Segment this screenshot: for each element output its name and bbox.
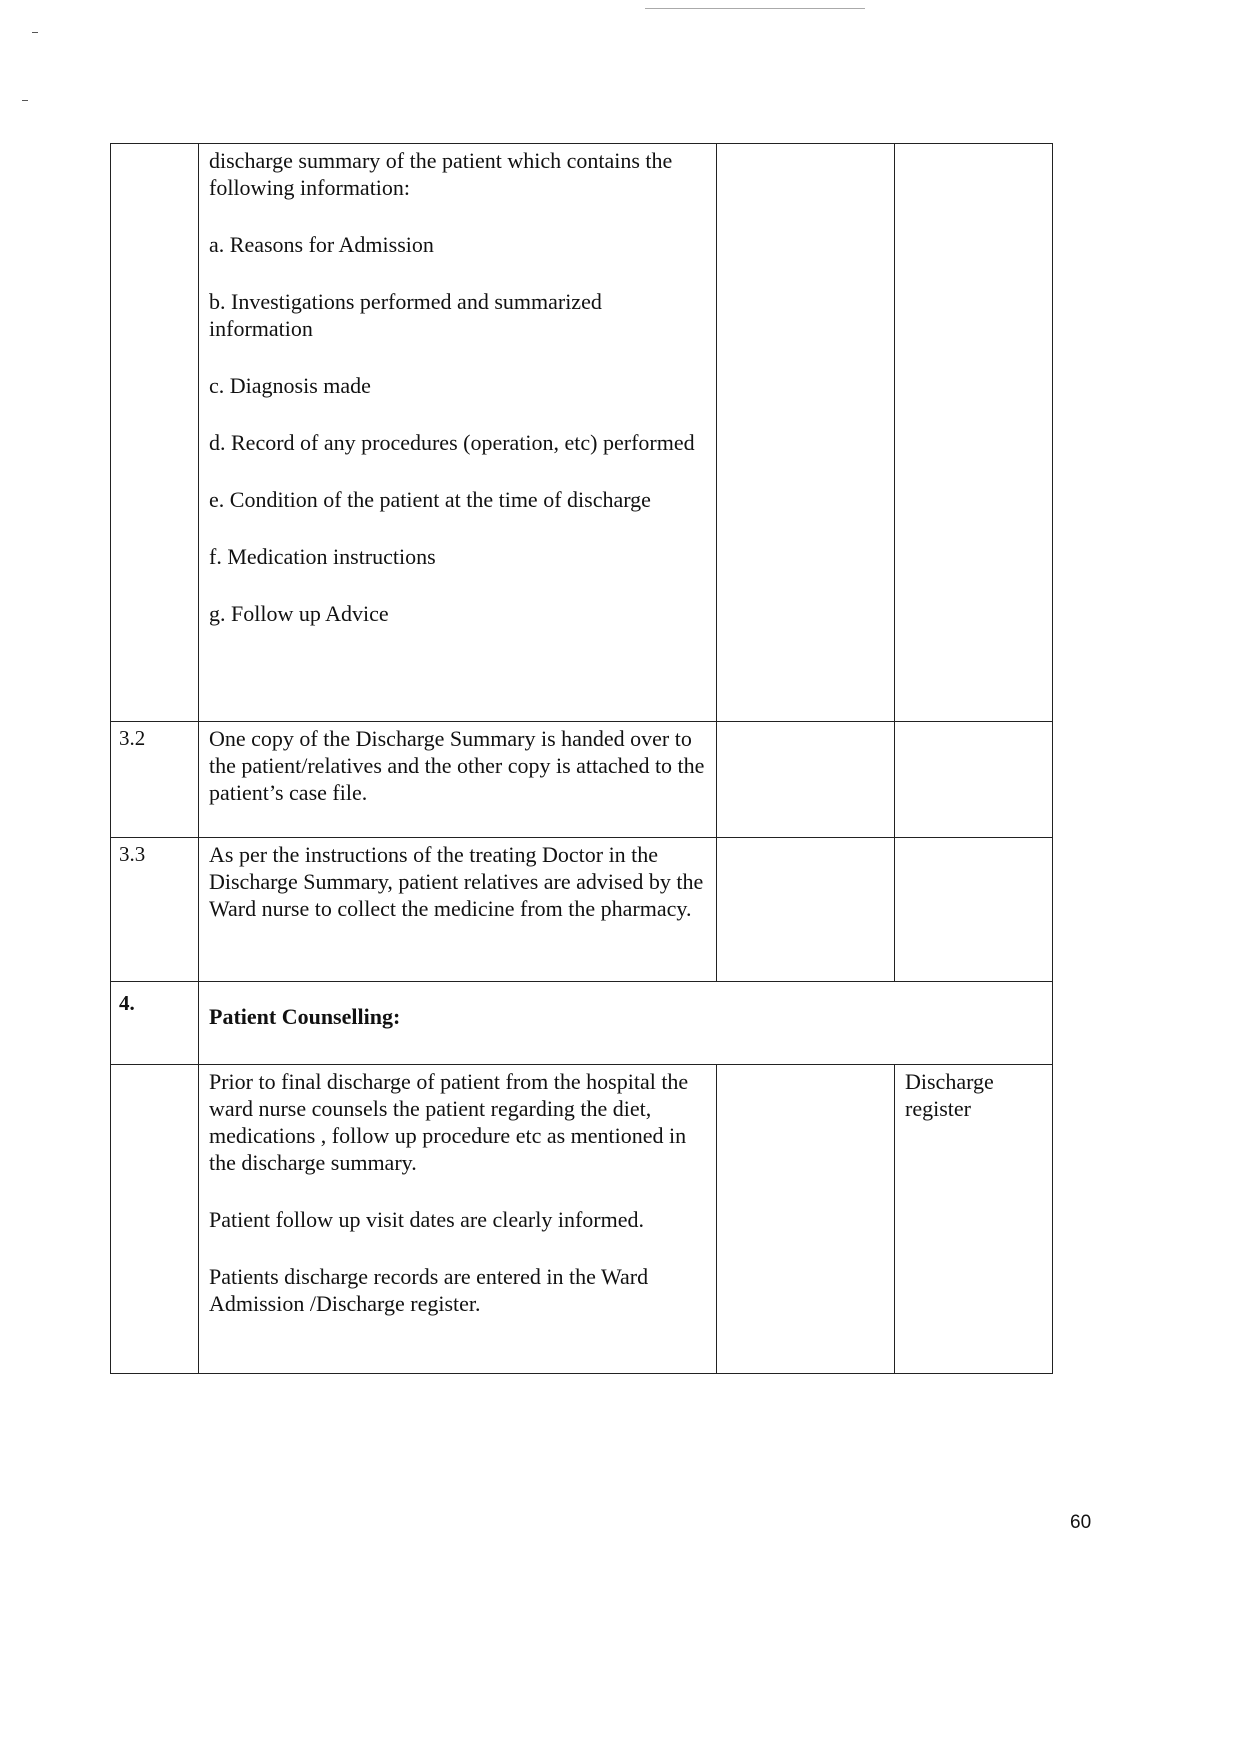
record-cell xyxy=(895,722,1053,838)
list-item: d. Record of any procedures (operation, etc) performed xyxy=(209,430,695,455)
list-item: f. Medication instructions xyxy=(209,544,436,569)
scan-mark xyxy=(32,32,38,33)
section-heading-row xyxy=(111,982,1053,1065)
scan-mark xyxy=(22,100,28,101)
procedure-table-container xyxy=(110,143,1052,1374)
step-description-cell: As per the instructions of the treating Doctor in the Discharge Summary, patient relatives are advised by the Ward nurse to collect the medicine from the pharmacy. xyxy=(199,838,717,982)
step-description-cell: One copy of the Discharge Summary is handed over to the patient/relatives and the other copy is attached to the patient’s case file. xyxy=(199,722,717,838)
step-lead-text: discharge summary of the patient which contains the following information: xyxy=(209,148,673,200)
table-row xyxy=(111,1065,1053,1374)
responsibility-cell xyxy=(717,838,895,982)
step-number-cell: 3.3 xyxy=(111,838,199,982)
list-item: c. Diagnosis made xyxy=(209,373,371,398)
step-description-cell xyxy=(199,144,717,722)
step-number-cell xyxy=(111,144,199,722)
responsibility-cell xyxy=(717,144,895,722)
paragraph: Patients discharge records are entered in the Ward Admission /Discharge register. xyxy=(209,1264,649,1316)
section-heading: Patient Counselling: xyxy=(209,1004,401,1029)
list-item: e. Condition of the patient at the time of discharge xyxy=(209,487,651,512)
list-item: a. Reasons for Admission xyxy=(209,232,434,257)
procedure-table xyxy=(110,143,1053,1374)
step-number-cell xyxy=(111,1065,199,1374)
responsibility-cell xyxy=(717,722,895,838)
paragraph: Prior to final discharge of patient from the hospital the ward nurse counsels the patient regarding the diet, medications , follow up procedure etc as mentioned in the discharge summary. xyxy=(209,1069,689,1175)
step-number-cell: 3.2 xyxy=(111,722,199,838)
table-row xyxy=(111,144,1053,722)
section-heading-cell xyxy=(199,982,1053,1065)
list-item: b. Investigations performed and summarized information xyxy=(209,289,602,341)
section-number-cell: 4. xyxy=(111,982,199,1065)
table-row xyxy=(111,722,1053,838)
step-description-cell xyxy=(199,1065,717,1374)
list-item: g. Follow up Advice xyxy=(209,601,389,626)
page-number: 60 xyxy=(1070,1512,1092,1533)
responsibility-cell xyxy=(717,1065,895,1374)
record-cell xyxy=(895,838,1053,982)
paragraph: Patient follow up visit dates are clearly informed. xyxy=(209,1207,644,1232)
table-row xyxy=(111,838,1053,982)
record-cell: Discharge register xyxy=(895,1065,1053,1374)
scan-mark xyxy=(645,8,865,9)
record-cell xyxy=(895,144,1053,722)
